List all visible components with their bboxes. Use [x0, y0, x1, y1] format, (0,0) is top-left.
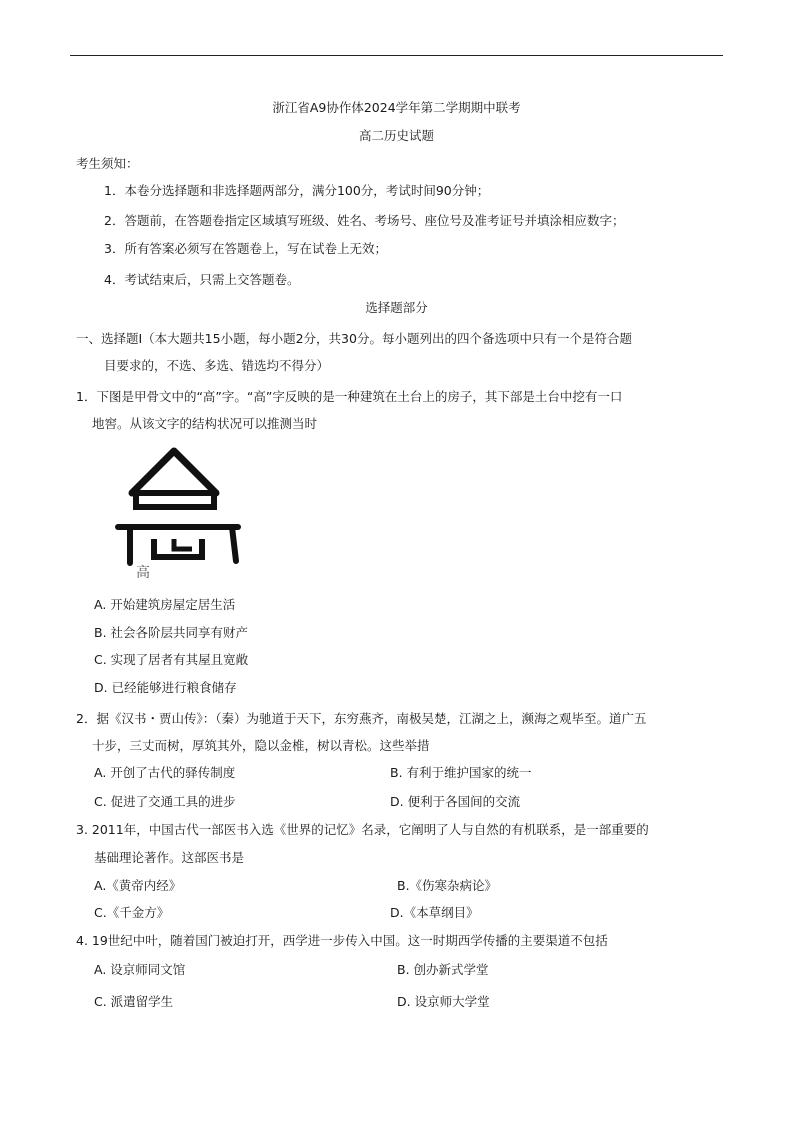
option-d[interactable]: D. 便利于各国间的交流	[390, 794, 521, 809]
notice-heading: 考生须知：	[76, 156, 139, 171]
option-d[interactable]: D. 已经能够进行粮食储存	[94, 680, 237, 695]
question-1-text: 1．下图是甲骨文中的“高”字。“高”字反映的是一种建筑在土台上的房子，其下部是土台中挖有一口	[76, 389, 623, 404]
notice-item: 1．本卷分选择题和非选择题两部分，满分100分，考试时间90分钟；	[104, 183, 490, 198]
figure-caption: 高	[136, 565, 150, 581]
option-a[interactable]: A.《黄帝内经》	[94, 878, 182, 893]
oracle-bone-gao-icon	[112, 443, 247, 581]
oracle-bone-gao-figure	[112, 443, 247, 581]
top-rule	[70, 55, 723, 56]
option-a[interactable]: A. 设京师同文馆	[94, 962, 186, 977]
question-2-text: 2．据《汉书・贾山传》：（秦）为驰道于天下，东穷燕齐，南极吴楚，江湖之上，濒海之观毕至。道广五	[76, 711, 647, 726]
option-c[interactable]: C.《千金方》	[94, 905, 170, 920]
section-title: 选择题部分	[365, 300, 428, 315]
option-a[interactable]: A. 开始建筑房屋定居生活	[94, 597, 236, 612]
question-3-text: 3. 2011年，中国古代一部医书入选《世界的记忆》名录，它阐明了人与自然的有机联系，是一部重要的	[76, 822, 649, 837]
option-b[interactable]: B. 创办新式学堂	[397, 962, 489, 977]
option-c[interactable]: C. 实现了居者有其屋且宽敞	[94, 652, 249, 667]
notice-item: 4．考试结束后，只需上交答题卷。	[104, 272, 300, 287]
option-d[interactable]: D.《本草纲目》	[390, 905, 479, 920]
option-b[interactable]: B. 社会各阶层共同享有财产	[94, 625, 249, 640]
option-a[interactable]: A. 开创了古代的驿传制度	[94, 765, 236, 780]
section-instruction: 一、选择题Ⅰ（本大题共15小题，每小题2分，共30分。每小题列出的四个备选项中只有一个是符合题	[76, 331, 632, 346]
question-3-text: 基础理论著作。这部医书是	[94, 850, 245, 865]
question-1-text: 地窖。从该文字的结构状况可以推测当时	[92, 416, 318, 431]
notice-item: 2．答题前，在答题卷指定区域填写班级、姓名、考场号、座位号及准考证号并填涂相应数字；	[104, 213, 625, 228]
exam-subtitle: 高二历史试题	[358, 128, 434, 143]
exam-title: 浙江省A9协作体2024学年第二学期期中联考	[272, 100, 521, 115]
section-instruction: 目要求的，不选、多选、错选均不得分）	[104, 358, 330, 373]
question-4-text: 4. 19世纪中叶，随着国门被迫打开，西学进一步传入中国。这一时期西学传播的主要渠道不包括	[76, 933, 608, 948]
option-c[interactable]: C. 派遣留学生	[94, 994, 174, 1009]
notice-item: 3．所有答案必须写在答题卷上，写在试卷上无效；	[104, 241, 387, 256]
option-c[interactable]: C. 促进了交通工具的进步	[94, 794, 236, 809]
option-b[interactable]: B. 有利于维护国家的统一	[390, 765, 532, 780]
option-d[interactable]: D. 设京师大学堂	[397, 994, 490, 1009]
question-2-text: 十步，三丈而树，厚筑其外，隐以金椎，树以青松。这些举措	[92, 738, 430, 753]
option-b[interactable]: B.《伤寒杂病论》	[397, 878, 498, 893]
